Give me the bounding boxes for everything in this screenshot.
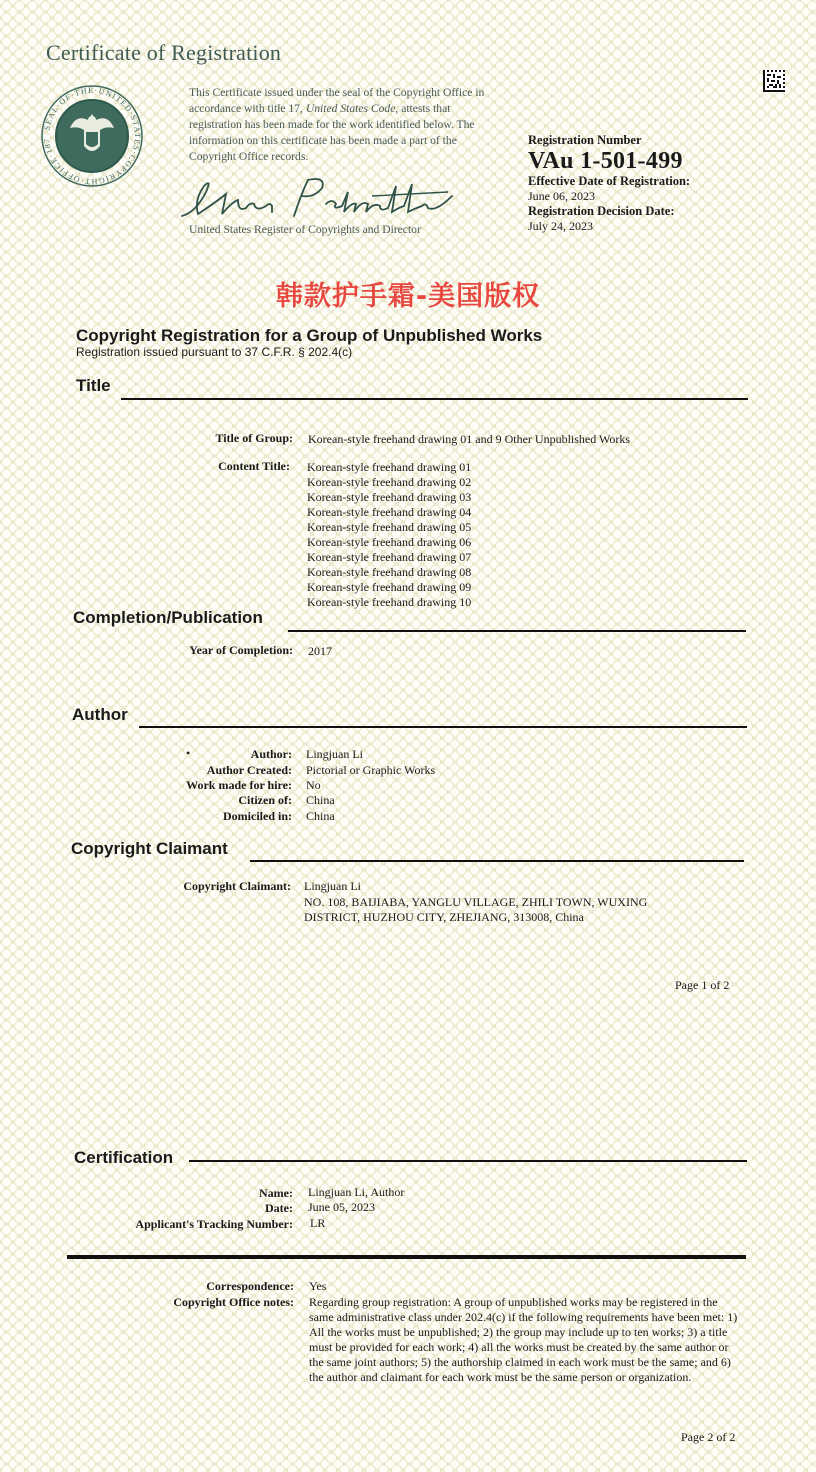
certification-date-value: June 05, 2023: [308, 1200, 375, 1214]
copyright-office-seal-icon: [40, 84, 144, 188]
signature-caption: United States Register of Copyrights and Director: [189, 223, 421, 236]
section-rule: [250, 860, 744, 862]
section-heading-certification: Certification: [74, 1148, 174, 1167]
registration-number-label: Registration Number: [528, 133, 642, 147]
section-divider: [67, 1255, 746, 1259]
certification-name-label: Name:: [259, 1186, 293, 1200]
content-title-item: Korean-style freehand drawing 05: [307, 520, 472, 534]
correspondence-value: Yes: [309, 1279, 327, 1293]
year-of-completion-value: 2017: [308, 644, 332, 658]
certification-name-value: Lingjuan Li, Author: [308, 1185, 405, 1199]
decision-date-label: Registration Decision Date:: [528, 204, 675, 218]
data-matrix-code-icon: [763, 70, 785, 92]
content-title-item: Korean-style freehand drawing 08: [307, 565, 472, 579]
domiciled-in-label: Domiciled in:: [223, 809, 292, 823]
overlay-title: 韩款护手霜-美国版权: [275, 281, 541, 312]
content-title-item: Korean-style freehand drawing 01: [307, 460, 472, 474]
content-title-item: Korean-style freehand drawing 04: [307, 505, 472, 519]
section-rule: [288, 630, 746, 632]
page-number-2: Page 2 of 2: [681, 1430, 736, 1444]
copyright-office-notes-value: Regarding group registration: A group of unpublished works may be registered in the same administrative class under 202.4(c) if the following requirements have been met: 1) All the works must be unpublished; 2) the group may include up to ten works; 3) a title must be provided for each work; 4) all the works must be created by the same author or the same joint authors; 5) the authorship claimed in each work must be the same; and 6) the author and claimant for each work must be the same person or organization.: [309, 1295, 738, 1384]
content-title-item: Korean-style freehand drawing 06: [307, 535, 472, 549]
form-title: Copyright Registration for a Group of Unpublished Works: [76, 326, 543, 345]
section-rule: [139, 726, 747, 728]
author-bullet: •: [186, 746, 191, 760]
citizen-of-value: China: [306, 793, 335, 807]
svg-text:SEAL·OF·THE·UNITED·STATES·COPY: SEAL·OF·THE·UNITED·STATES·COPYRIGHT·OFFICE·187: [41, 85, 143, 187]
certificate-title: Certificate of Registration: [46, 40, 282, 65]
title-of-group-label: Title of Group:: [215, 431, 293, 445]
intro-part-1: This Certificate issued under the seal of the Copyright Office in accordance with title 17,: [189, 86, 485, 115]
tracking-number-label: Applicant's Tracking Number:: [135, 1217, 293, 1231]
intro-italic: United States Code: [305, 102, 396, 115]
section-heading-completion: Completion/Publication: [73, 608, 263, 627]
effective-date-label: Effective Date of Registration:: [528, 174, 691, 188]
register-signature: [176, 172, 456, 224]
citizen-of-label: Citizen of:: [238, 793, 292, 807]
content-title-item: Korean-style freehand drawing 07: [307, 550, 472, 564]
author-created-value: Pictorial or Graphic Works: [306, 763, 436, 777]
section-rule: [189, 1160, 747, 1162]
registration-block: [528, 133, 690, 234]
effective-date: June 06, 2023: [528, 189, 595, 203]
section-heading-claimant: Copyright Claimant: [71, 839, 228, 858]
title-of-group-value: Korean-style freehand drawing 01 and 9 Other Unpublished Works: [308, 432, 631, 446]
work-made-for-hire-label: Work made for hire:: [186, 778, 292, 792]
work-made-for-hire-value: No: [306, 778, 321, 792]
content-title-item: Korean-style freehand drawing 03: [307, 490, 472, 504]
content-title-item: Korean-style freehand drawing 10: [307, 595, 472, 609]
claimant-address-line-1: NO. 108, BAIJIABA, YANGLU VILLAGE, ZHILI TOWN, WUXING: [304, 895, 648, 909]
content-title-label: Content Title:: [218, 459, 290, 473]
author-created-label: Author Created:: [206, 763, 292, 777]
certificate-intro-text: [189, 85, 489, 165]
content-title-item: Korean-style freehand drawing 02: [307, 475, 472, 489]
registration-number: VAu 1-501-499: [528, 148, 683, 174]
author-label: Author:: [250, 747, 292, 761]
tracking-number-value: LR: [310, 1216, 326, 1230]
author-value: Lingjuan Li: [306, 747, 363, 761]
content-title-list: [307, 460, 471, 610]
copyright-office-notes-label: Copyright Office notes:: [173, 1295, 294, 1309]
section-rule: [121, 398, 748, 400]
year-of-completion-label: Year of Completion:: [189, 643, 293, 657]
section-heading-title: Title: [76, 376, 111, 395]
decision-date: July 24, 2023: [528, 219, 594, 233]
form-subtitle: Registration issued pursuant to 37 C.F.R. § 202.4(c): [76, 345, 353, 359]
certification-date-label: Date:: [265, 1201, 293, 1215]
section-heading-author: Author: [72, 705, 128, 724]
page-number-1: Page 1 of 2: [675, 978, 730, 992]
correspondence-label: Correspondence:: [206, 1279, 294, 1293]
intro-part-2: , attests that registration has been made for the work identified below. The information on this certificate has been made a part of the Copyright Office records.: [189, 102, 475, 163]
domiciled-in-value: China: [306, 809, 335, 823]
claimant-address-line-2: DISTRICT, HUZHOU CITY, ZHEJIANG, 313008, China: [304, 910, 584, 924]
copyright-claimant-label: Copyright Claimant:: [183, 879, 291, 893]
claimant-name: Lingjuan Li: [304, 879, 361, 893]
content-title-item: Korean-style freehand drawing 09: [307, 580, 472, 594]
